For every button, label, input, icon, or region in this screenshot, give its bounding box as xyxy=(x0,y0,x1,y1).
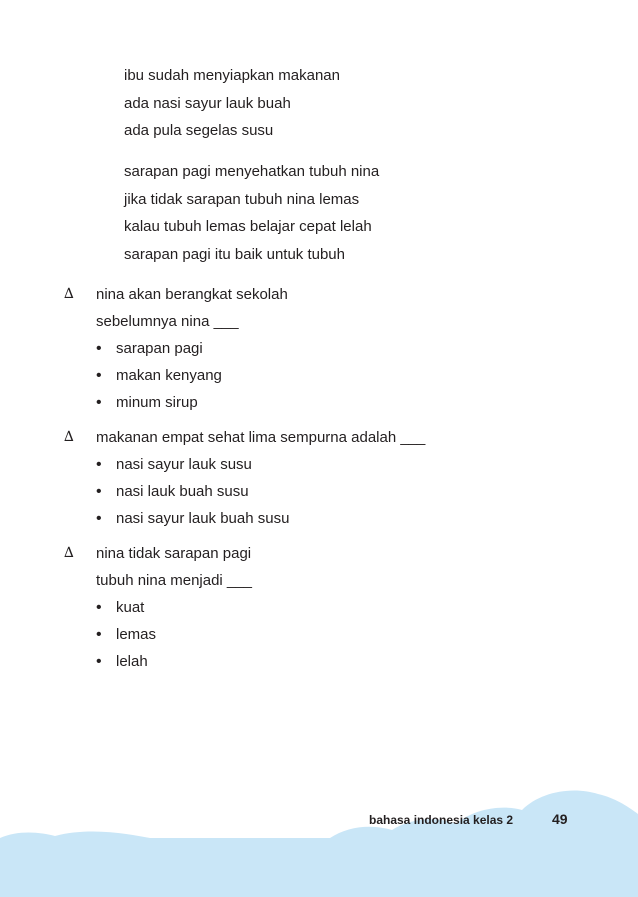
question-text: nina tidak sarapan pagi xyxy=(96,545,252,562)
option-label: nasi lauk buah susu xyxy=(116,483,249,500)
option-label: nasi sayur lauk susu xyxy=(116,456,252,473)
poem-line: ada pula segelas susu xyxy=(124,122,274,139)
option-label: makan kenyang xyxy=(116,367,222,384)
bullet-icon: • xyxy=(96,340,102,357)
footer-book-title: bahasa indonesia kelas 2 xyxy=(369,813,514,827)
poem-stanza-1 xyxy=(124,62,340,145)
bullet-icon: • xyxy=(96,456,102,473)
triangle-marker-icon: ∆ xyxy=(64,286,74,302)
poem-line: jika tidak sarapan tubuh nina lemas xyxy=(124,190,360,208)
bullet-icon: • xyxy=(96,653,102,670)
bullet-icon: • xyxy=(96,626,102,643)
question-text: sebelumnya nina ___ xyxy=(96,313,239,330)
question-text: nina akan berangkat sekolah xyxy=(96,286,288,303)
cloud-shape xyxy=(0,791,638,897)
bullet-icon: • xyxy=(96,510,102,527)
poem-stanza-2 xyxy=(124,158,379,268)
option-label: nasi sayur lauk buah susu xyxy=(116,510,290,527)
option-label: lelah xyxy=(116,653,148,670)
option-label: kuat xyxy=(116,599,145,616)
poem-line: ada nasi sayur lauk buah xyxy=(124,94,291,112)
question-text: makanan empat sehat lima sempurna adalah ___ xyxy=(96,429,426,446)
question-text: tubuh nina menjadi ___ xyxy=(96,572,252,589)
poem-line: kalau tubuh lemas belajar cepat lelah xyxy=(124,218,372,235)
option-label: lemas xyxy=(116,626,157,643)
bullet-icon: • xyxy=(96,394,102,411)
poem-line: sarapan pagi itu baik untuk tubuh xyxy=(124,245,345,263)
triangle-marker-icon: ∆ xyxy=(64,545,74,561)
poem-line: ibu sudah menyiapkan makanan xyxy=(124,67,340,84)
page-number: 49 xyxy=(552,811,568,827)
option-label: sarapan pagi xyxy=(116,340,203,357)
poem-line: sarapan pagi menyehatkan tubuh nina xyxy=(124,163,380,180)
option-label: minum sirup xyxy=(116,394,198,411)
triangle-marker-icon: ∆ xyxy=(64,429,74,445)
bullet-icon: • xyxy=(96,599,102,616)
bullet-icon: • xyxy=(96,483,102,500)
footer-cloud-band xyxy=(0,770,638,897)
bullet-icon: • xyxy=(96,367,102,384)
